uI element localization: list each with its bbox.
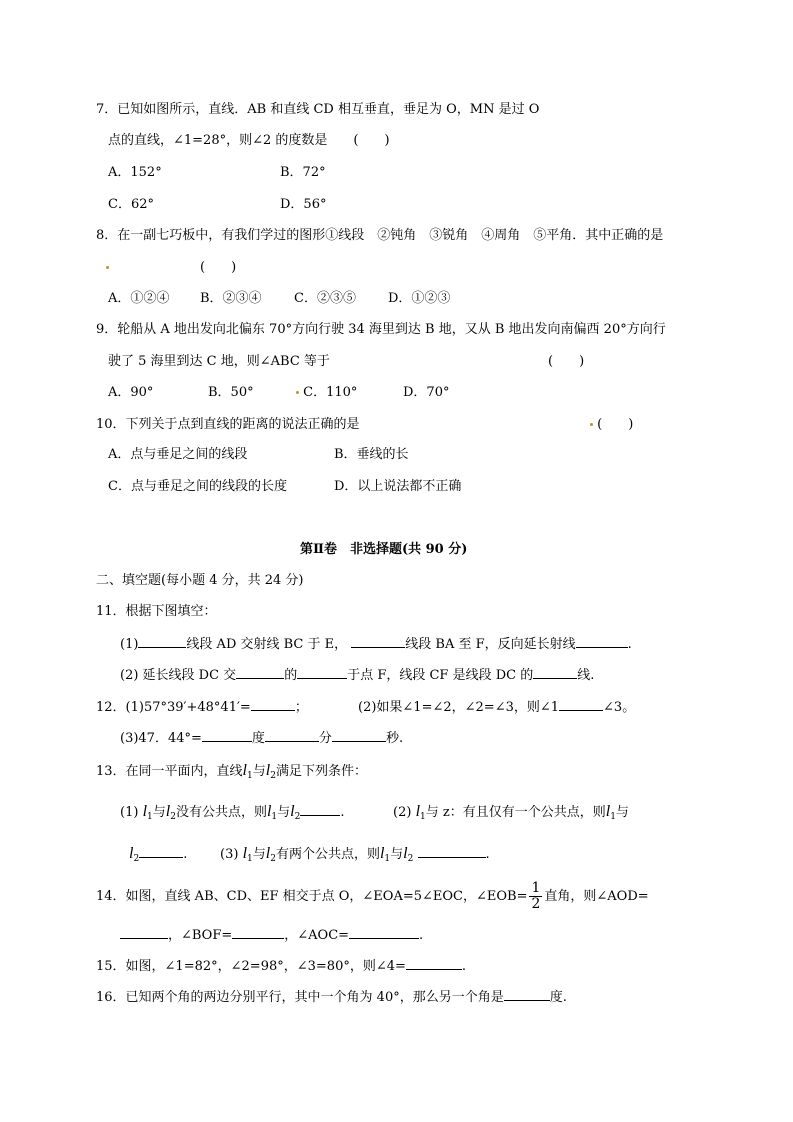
q9-answer-paren: ( ) [548, 354, 585, 369]
q12-b4: 秒. [385, 731, 404, 746]
q11-blank-4[interactable] [236, 665, 284, 679]
sub-1: 1 [420, 812, 426, 822]
fraction-denominator: 2 [531, 896, 541, 912]
q10-option-d: D．以上说法都不正确 [334, 479, 462, 494]
l-symbol: l [165, 803, 171, 820]
q11-part1 [120, 634, 632, 654]
q15-blank[interactable] [406, 956, 462, 970]
q12-blank-1[interactable] [251, 697, 295, 711]
q7-option-a: A．152° [108, 165, 162, 180]
q13-intro-a: 13．在同一平面内，直线 [96, 764, 243, 779]
l-symbol: l [415, 803, 421, 820]
sub-2: 2 [270, 854, 276, 864]
q11-blank-3[interactable] [576, 634, 628, 648]
q9-stem-line1: 9．轮船从 A 地出发向北偏东 70°方向行驶 34 海里到达 B 地，又从 B 地出发向南偏西 20°方向行 [96, 322, 666, 337]
q8-mark [106, 259, 109, 277]
sub-2: 2 [294, 812, 301, 822]
q13-c3-a: (3) [220, 847, 239, 862]
q10-answer-paren: ( ) [597, 417, 634, 432]
q11-p1-d: . [627, 637, 632, 652]
q12-blank-4[interactable] [265, 728, 319, 742]
q16-blank[interactable] [504, 987, 550, 1001]
q13-c2-d: . [183, 847, 188, 862]
q9-option-d: D．70° [403, 385, 450, 400]
q7-stem-line2: 点的直线，∠1=28°，则∠2 的度数是 ( ) [108, 133, 390, 148]
q13-blank-1[interactable] [300, 802, 340, 816]
q16-a: 16．已知两个角的两边分别平行，其中一个角为 40°，那么另一个角是 [96, 990, 504, 1005]
q11-p1-a: (1) [120, 637, 139, 652]
sub-1: 1 [247, 854, 253, 864]
q13-c2-b: 与 z：有且仅有一个公共点，则 [425, 805, 606, 820]
q8-option-a: A．①②④ [108, 291, 170, 306]
q11-blank-6[interactable] [533, 665, 577, 679]
q12-a3: (2)如果∠1=∠2，∠2=∠3，则∠1 [358, 700, 560, 715]
q15 [96, 956, 466, 976]
q11-blank-5[interactable] [297, 665, 347, 679]
q9-option-b: B．50° [208, 385, 254, 400]
sub-1: 1 [384, 854, 391, 864]
l-symbol: l [242, 845, 248, 862]
q12-a1: 12．(1)57°39′+48°41′= [96, 700, 251, 715]
q9-option-c-text: C．110° [303, 385, 358, 400]
fraction-one-half [529, 881, 542, 912]
q13-c1-d: 与 [277, 805, 291, 820]
q11-p2-c: 于点 F，线段 CF 是线段 DC 的 [347, 668, 534, 683]
q11-blank-2[interactable] [351, 634, 405, 648]
q13-c2-a: (2) [393, 805, 412, 820]
q13-intro-c: 满足下列条件： [275, 764, 367, 779]
q9-stem-line2: 驶了 5 海里到达 C 地，则∠ABC 等于 [108, 354, 330, 369]
q7-option-d: D．56° [280, 197, 327, 212]
q15-b: . [461, 959, 467, 974]
q12-line1 [96, 697, 308, 717]
q12-b2: 度 [251, 731, 265, 746]
l-symbol: l [265, 845, 271, 862]
q14-a: 14．如图，直线 AB、CD、EF 相交于点 O，∠EOA=5∠EOC，∠EOB= [96, 889, 528, 904]
q13-blank-3[interactable] [418, 844, 486, 858]
q16-b: 度. [549, 990, 567, 1005]
q11-p1-c: 线段 BA 至 F，反向延长射线 [405, 637, 576, 652]
l-symbol: l [242, 762, 247, 779]
q7-option-c: C．62° [108, 197, 154, 212]
q14-blank-2[interactable] [232, 925, 284, 939]
q13-case3 [220, 843, 490, 870]
l-symbol: l [379, 845, 385, 862]
q10-option-c: C．点与垂足之间的线段的长度 [108, 479, 287, 494]
q16 [96, 987, 567, 1007]
q10-option-a: A．点与垂足之间的线段 [108, 447, 248, 462]
q13-c1-c: 没有公共点，则 [175, 805, 267, 820]
q14-blank-1[interactable] [120, 925, 168, 939]
fraction-numerator: 1 [531, 880, 541, 896]
q12-b3: 分 [318, 731, 332, 746]
q14-b: 直角，则∠AOD= [544, 889, 649, 904]
q14-c: ，∠BOF= [168, 928, 233, 943]
q12-blank-2[interactable] [559, 697, 603, 711]
q13-c2-c: 与 [615, 805, 629, 820]
q13-case2 [393, 801, 629, 828]
q13-intro [96, 760, 367, 787]
q11-intro: 11．根据下图填空： [96, 604, 217, 619]
q11-blank-1[interactable] [138, 634, 186, 648]
q14-d: ，∠AOC= [284, 928, 350, 943]
q12-a4: ∠3。 [603, 700, 636, 715]
q13-c1-e: . [340, 805, 345, 820]
q7-stem-line1: 7．已知如图所示，直线．AB 和直线 CD 相互垂直，垂足为 O，MN 是过 O [96, 102, 540, 117]
q12-blank-5[interactable] [332, 728, 386, 742]
sub-1: 1 [610, 812, 616, 822]
q7-option-b: B．72° [280, 165, 326, 180]
q13-c1-a: (1) [120, 805, 139, 820]
section-2-title: 第Ⅱ卷 非选择题(共 90 分) [300, 542, 468, 557]
q10-option-b: B．垂线的长 [334, 447, 409, 462]
q8-option-b: B．②③④ [200, 291, 262, 306]
l-symbol: l [142, 803, 148, 820]
sub-2: 2 [133, 854, 140, 864]
q9-option-a: A．90° [108, 385, 154, 400]
q13-c3-b: 与 [252, 847, 266, 862]
q10-answer [590, 416, 633, 434]
q11-p2-a: (2) 延长线段 DC 交 [120, 668, 237, 683]
l-symbol: l [129, 845, 134, 862]
q12-line1b [358, 697, 635, 717]
q13-intro-b: 与 [252, 764, 266, 779]
q14-line1 [96, 880, 649, 914]
q8-answer-paren: ( ) [200, 260, 237, 275]
q13-case2-cont [129, 843, 187, 870]
q13-c3-c: 有两个公共点，则 [275, 847, 380, 862]
q14-blank-3[interactable] [349, 925, 419, 939]
sub-1: 1 [271, 812, 278, 822]
sub-1: 1 [147, 812, 153, 822]
q12-blank-3[interactable] [202, 728, 252, 742]
q11-p2-d: 线. [577, 668, 595, 683]
q11-p1-b: 线段 AD 交射线 BC 于 E， [186, 637, 348, 652]
sub-2: 2 [270, 771, 276, 781]
q13-c3-d: 与 [390, 847, 404, 862]
q12-a2: ； [294, 700, 308, 715]
q8-stem-line1: 8．在一副七巧板中，有我们学过的图形①线段 ②钝角 ③锐角 ④周角 ⑤平角．其中正确的是 [96, 228, 664, 243]
q8-option-d: D．①②③ [388, 291, 451, 306]
sub-2: 2 [407, 854, 414, 864]
q11-p2-b: 的 [284, 668, 298, 683]
q9-option-c [296, 384, 357, 402]
l-symbol: l [403, 845, 408, 862]
part-2-heading: 二、填空题(每小题 4 分，共 24 分) [96, 573, 304, 588]
q13-c3-e: . [485, 847, 490, 862]
l-symbol: l [605, 803, 611, 820]
q12-b1: (3)47．44°= [120, 731, 202, 746]
q10-stem: 10．下列关于点到直线的距离的说法正确的是 [96, 417, 360, 432]
l-symbol: l [266, 803, 272, 820]
l-symbol: l [290, 803, 295, 820]
q14-e: . [419, 928, 424, 943]
sub-1: 1 [247, 771, 253, 781]
q12-line2 [120, 728, 403, 748]
sub-2: 2 [170, 812, 176, 822]
q13-c1-b: 与 [152, 805, 166, 820]
q11-part2 [120, 665, 594, 685]
q13-blank-2[interactable] [139, 844, 183, 858]
l-symbol: l [265, 762, 271, 779]
q8-option-c: C．②③⑤ [294, 291, 356, 306]
q15-a: 15．如图，∠1=82°，∠2=98°，∠3=80°，则∠4= [96, 959, 406, 974]
q14-line2 [120, 925, 423, 945]
q13-case1 [120, 801, 345, 828]
